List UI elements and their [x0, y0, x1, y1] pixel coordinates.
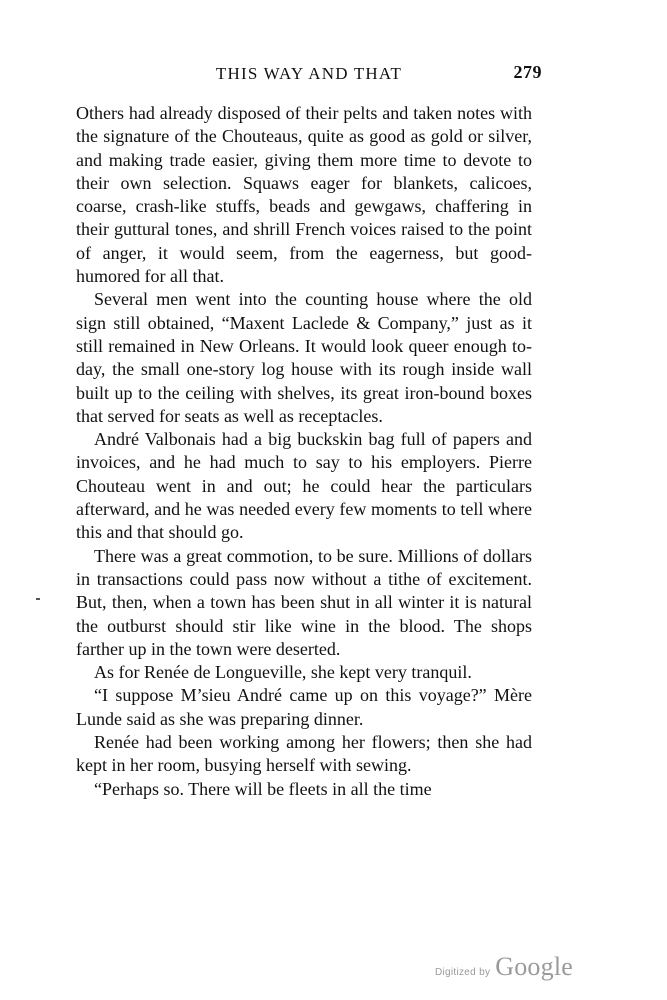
paragraph-2: Several men went into the counting house where the old sign still obtained, “Maxent Laclede & Company,” just as it still remained in New Orleans. It would look queer enough to-day, the small one-story log house with its rough inside wall built up to the ceiling with shelves, its great iron-bound boxes that served for seats as well as receptacles. [76, 289, 532, 426]
body-text [76, 102, 532, 801]
paragraph-7: Renée had been working among her flowers; then she had kept in her room, busying herself with sewing. [76, 732, 532, 776]
watermark-brand-logo: Google [495, 952, 573, 981]
margin-mark [36, 598, 40, 600]
running-head [76, 62, 542, 86]
digitized-watermark [435, 952, 573, 982]
page-number: 279 [513, 62, 542, 82]
paragraph-4: There was a great commotion, to be sure. Millions of dollars in transactions could pass now without a tithe of excitement. But, then, when a town has been shut in all winter it is natural the outburst should stir like wine in the blood. The shops farther up in the town were deserted. [76, 545, 532, 659]
paragraph-3: André Valbonais had a big buckskin bag full of papers and invoices, and he had much to say to his employers. Pierre Chouteau went in and out; he could hear the particulars afterward, and he was needed every few moments to tell where this and that should go. [76, 429, 532, 543]
watermark-prefix: Digitized by [434, 967, 491, 978]
paragraph-6: “I suppose M’sieu André came up on this voyage?” Mère Lunde said as she was preparing dinner. [76, 685, 532, 729]
paragraph-5: As for Renée de Longueville, she kept very tranquil. [94, 662, 472, 683]
running-title: THIS WAY AND THAT [215, 64, 403, 83]
paragraph-1: Others had already disposed of their pelts and taken notes with the signature of the Chouteaus, quite as good as gold or silver, and making trade easier, giving them more time to devote to their own selection. Squaws eager for blankets, calicoes, coarse, crash-like stuffs, beads and gewgaws, chaffering in their guttural tones, and shrill French voices raised to the point of anger, it would seem, from the eagerness, but good-humored for all that. [76, 103, 532, 287]
paragraph-8: “Perhaps so. There will be fleets in all the time [94, 778, 432, 799]
